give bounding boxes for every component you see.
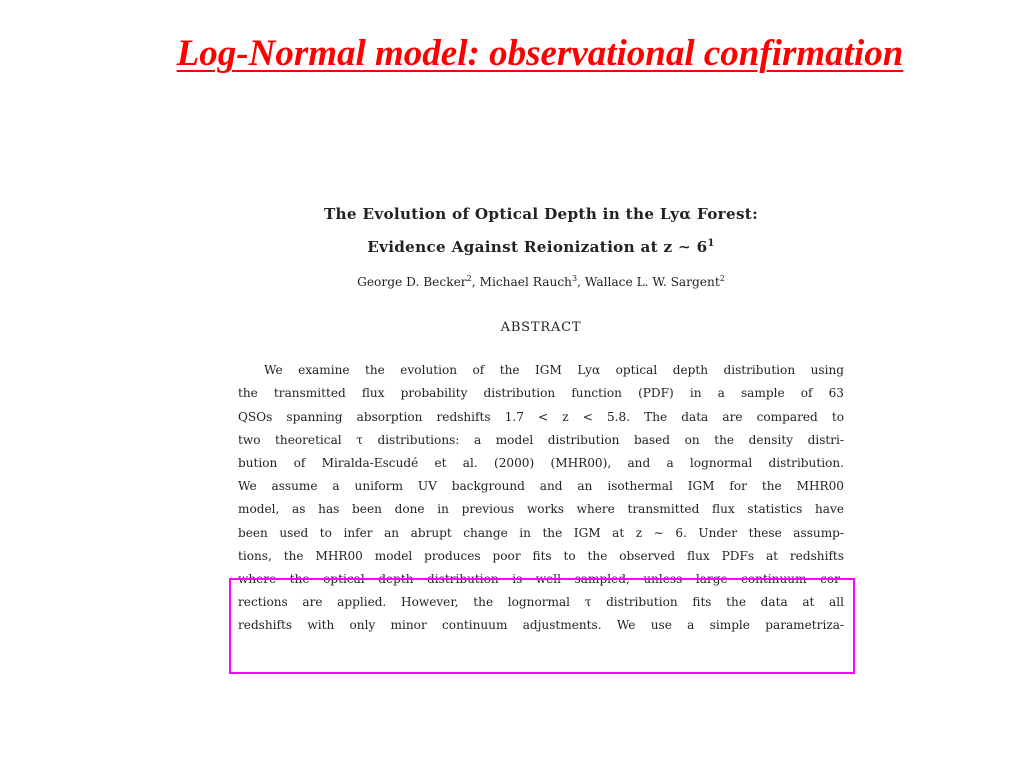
- abstract-heading: ABSTRACT: [500, 320, 582, 336]
- abstract-line: two theoretical τ distributions: a model distribution based on the density distri-: [238, 432, 844, 447]
- author-name: Michael Rauch: [479, 275, 573, 290]
- highlight-box: [229, 578, 855, 674]
- slide-title: Log-Normal model: observational confirmation: [176, 33, 904, 74]
- author-list: George D. Becker$^2$, Michael Rauch$^3$, Wallace L. W. Sargent$^2$: [357, 274, 725, 290]
- paper-title: [238, 200, 844, 262]
- author-affiliation: 3: [572, 274, 578, 284]
- abstract-line: tions, the MHR00 model produces poor fits to the observed flux PDFs at redshifts: [238, 548, 844, 563]
- abstract-line: model, as has been done in previous works where transmitted flux statistics have: [238, 502, 844, 517]
- abstract-line: rections are applied. However, the lognormal τ distribution fits the data at all: [238, 595, 844, 610]
- author-affiliation: 2: [466, 274, 472, 284]
- author-name: George D. Becker: [357, 275, 467, 290]
- abstract-line: been used to infer an abrupt change in the IGM at z ∼ 6. Under these assump-: [238, 525, 844, 540]
- title-footnote-marker: 1: [707, 238, 715, 249]
- author-affiliation: 2: [719, 274, 725, 284]
- paper-title-line-1: The Evolution of Optical Depth in the Lyα Forest:: [323, 205, 759, 223]
- paper-excerpt: [238, 200, 844, 638]
- abstract-line: the transmitted flux probability distribution function (PDF) in a sample of 63: [238, 386, 844, 401]
- author-name: Wallace L. W. Sargent: [584, 275, 720, 290]
- abstract-line: We assume a uniform UV background and an isothermal IGM for the MHR00: [238, 479, 844, 494]
- abstract-line: redshifts with only minor continuum adjustments. We use a simple parametriza-: [238, 618, 844, 633]
- paper-title-line-2: Evidence Against Reionization at z ∼ 6: [367, 238, 708, 257]
- paper-title-line-2-wrap: [238, 229, 844, 262]
- abstract-line: where the optical depth distribution is well sampled, unless large continuum cor-: [238, 571, 844, 586]
- abstract-line: We examine the evolution of the IGM Lyα optical depth distribution using: [264, 363, 844, 378]
- abstract-line: QSOs spanning absorption redshifts 1.7 < z < 5.8. The data are compared to: [238, 409, 844, 424]
- abstract-line: bution of Miralda-Escudé et al. (2000) (MHR00), and a lognormal distribution.: [238, 455, 844, 470]
